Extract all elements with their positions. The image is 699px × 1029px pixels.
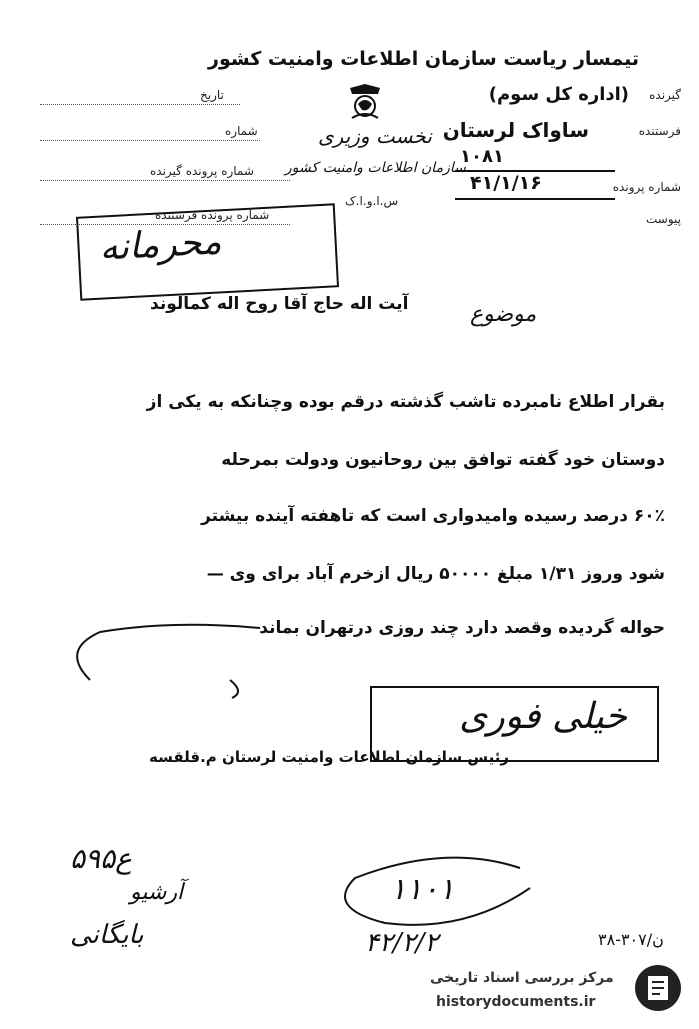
sender-label: فرستنده	[638, 124, 681, 138]
attachment-label: پیوست	[646, 212, 681, 226]
watermark-logo-icon	[632, 962, 684, 1014]
letter-title: تیمسار ریاست سازمان اطلاعات وامنیت کشور	[208, 48, 639, 70]
handwritten-date: ۴۲/۲/۲	[365, 928, 439, 958]
body-line-5: حواله گردیده وقصد دارد چند روزی درتهران بماند	[259, 618, 665, 638]
emblem-line2: سازمان اطلاعات وامنیت کشور	[285, 160, 466, 176]
sender-number: ۱۰۸۱	[460, 146, 504, 167]
recipient-file-label: شماره پرونده گیرنده	[150, 164, 254, 178]
sender-file-label: شماره پرونده فرستنده	[155, 208, 270, 222]
sender-value: ساواک لرستان	[442, 118, 589, 142]
emblem-line3: س.ا.و.ا.ک	[345, 194, 399, 208]
lion-and-sun-emblem-icon	[340, 82, 390, 122]
body-line-1: بقرار اطلاع نامبرده تاشب گذشته درقم بوده وچنانکه به یکی از	[146, 392, 665, 412]
signature-line: رئیس سازمان اطلاعات وامنیت لرستان م.قلقسه	[149, 748, 509, 766]
file-number-value: ۴۱/۱/۱۶	[470, 172, 542, 194]
handwritten-bracket-mark	[60, 620, 270, 700]
body-line-4: شود وروز ۱/۳۱ مبلغ ۵۰۰۰۰ ریال ازخرم آباد برای وی —	[206, 564, 665, 584]
handwritten-note-2: آرشیو	[130, 880, 184, 905]
subject-value: آیت اله حاج آقا روح اله کمالوند	[150, 294, 409, 314]
handwritten-note-3: بایگانی	[70, 920, 144, 950]
file-number-label: شماره پرونده	[612, 180, 681, 194]
watermark-text-fa: مرکز بررسی اسناد تاریخی	[430, 970, 614, 986]
body-line-2: دوستان خود گفته توافق بین روحانیون ودولت بمرحله	[221, 450, 665, 470]
confidential-stamp-text: محرمانه	[98, 221, 223, 269]
handwritten-note-1: ۵۹۵ع	[70, 842, 132, 875]
urgent-stamp-text: خیلی فوری	[459, 696, 627, 737]
watermark-text-en: historydocuments.ir	[436, 994, 596, 1010]
recipient-label: گیرنده	[649, 88, 681, 102]
recipient-value: (اداره کل سوم)	[488, 84, 629, 105]
handwritten-number: ۱۱۰۱	[390, 872, 455, 907]
emblem-line1: نخست وزیری	[318, 124, 432, 148]
subject-label: موضوع	[470, 302, 537, 327]
confidential-stamp	[76, 203, 339, 300]
number-label: شماره	[225, 124, 258, 138]
archive-code: ۳۸-۳۰۷/ن	[598, 930, 664, 949]
date-label: تاریخ	[200, 88, 224, 102]
body-line-3: ۶۰٪ درصد رسیده وامیدواری است که تاهفته آینده بیشتر	[201, 506, 665, 526]
